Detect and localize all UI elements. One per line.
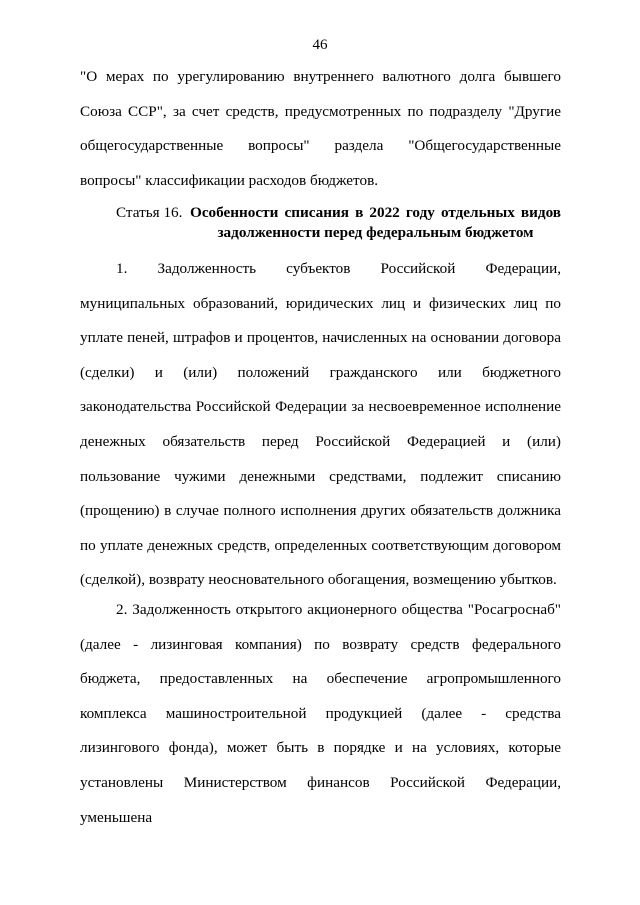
article-number: Статья 16. bbox=[116, 204, 183, 221]
paragraph-1: 1. Задолженность субъектов Российской Федерации, муниципальных образований, юридических лиц и физических лиц по уплате пеней, штрафов и процентов, начисленных на основании договора (сделки) и (или) положений гражданского или бюджетного законодательства Российской Федерации за несвоевременное исполнение денежных обязательств перед Российской Федерацией и (или) пользование чужими денежными средствами, подлежит списанию (прощению) в случае полного исполнения других обязательств должника по уплате денежных средств, определенных соответствующим договором (сделкой), возврату неосновательного обогащения, возмещению убытков. bbox=[80, 260, 561, 589]
page-number: 46 bbox=[312, 37, 328, 53]
paragraph-2-block bbox=[80, 593, 561, 835]
paragraph-1-block bbox=[80, 252, 561, 598]
article-title: Особенности списания в 2022 году отдельных видов задолженности перед федеральным бюджетом bbox=[190, 204, 561, 241]
intro-paragraph bbox=[80, 60, 561, 198]
intro-text: "О мерах по урегулированию внутреннего валютного долга бывшего Союза ССР", за счет средств, предусмотренных по подразделу "Другие общегосударственные вопросы" раздела "Общегосударственные вопросы" классификации расходов бюджетов. bbox=[80, 68, 561, 189]
paragraph-2: 2. Задолженность открытого акционерного общества "Росагроснаб" (далее - лизинговая компания) по возврату средств федерального бюджета, предоставленных на обеспечение агропромышленного комплекса машиностроительной продукцией (далее - средства лизингового фонда), может быть в порядке и на условиях, которые установлены Министерством финансов Российской Федерации, уменьшена bbox=[80, 601, 561, 826]
